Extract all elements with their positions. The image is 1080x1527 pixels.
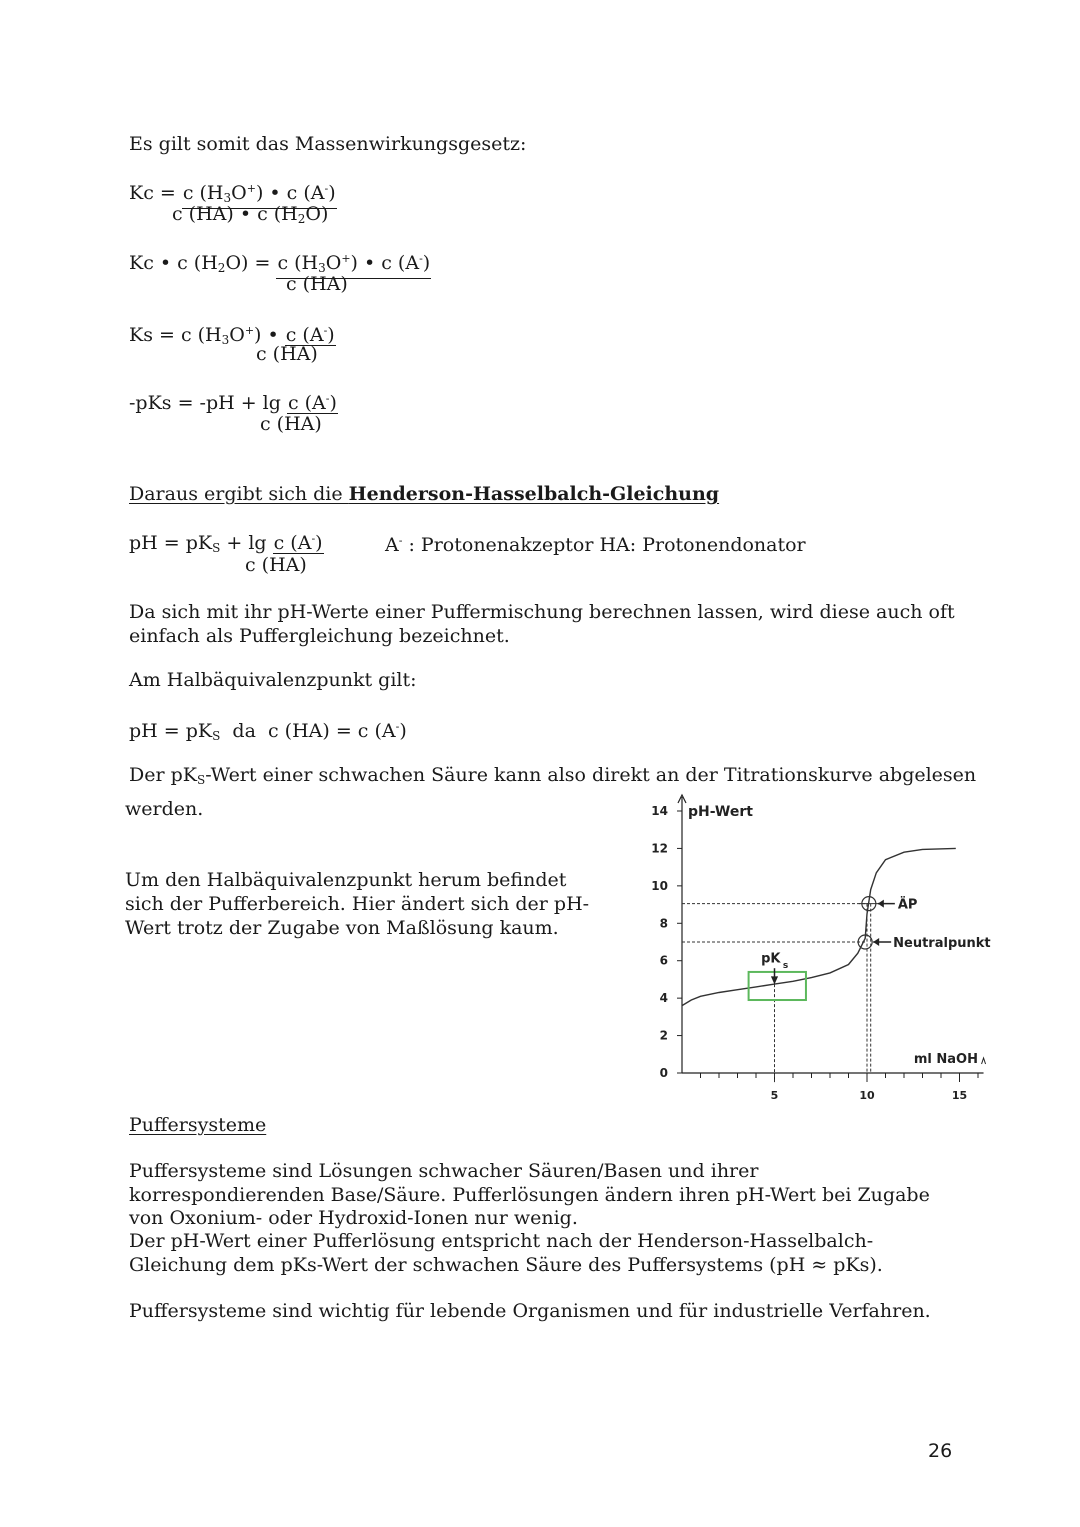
- paragraph-puffer-ph: Der pH-Wert einer Pufferlösung entspricht nach der Henderson-Hasselbalch-Gleichung dem pKs-Wert der schwachen Säure des Puffersystems (pH ≈ pKs).: [129, 1230, 883, 1276]
- x-tick-label: 15: [951, 1089, 968, 1102]
- equation-denominator: c (HA): [256, 343, 318, 365]
- equation-henderson-hasselbalch: pH = $pK_S + \lg c$ (A-): [129, 529, 324, 560]
- equation-ks: Ks = c $(H_3O^+)$ • c (A-): [129, 319, 336, 352]
- paragraph-puffergleichung: Da sich mit ihr pH-Werte einer Puffermischung berechnen lassen, wird diese auch oft einfach als Puffergleichung bezeichnet.: [129, 601, 955, 647]
- pks-label: pK: [761, 951, 781, 967]
- equation-kc-water: Kc • c $(H_2O) = c$ $(H_3O^+)$ • c (A-): [129, 249, 431, 280]
- y-tick-label: 14: [651, 804, 668, 818]
- equation-numerator: c $(H_3O^+)$ • c (A-): [276, 249, 431, 279]
- paragraph-pks-ablesen-end: werden.: [125, 798, 204, 820]
- equation-numerator: c (A-): [285, 321, 336, 346]
- paragraph-pufferbereich: Um den Halbäquivalenzpunkt herum befindet sich der Pufferbereich. Hier ändert sich der pH-Wert trotz der Zugabe von Maßlösung kaum.: [125, 869, 590, 939]
- y-tick-label: 8: [659, 916, 668, 931]
- y-tick-label: 2: [659, 1028, 668, 1043]
- equation-denominator: c (HA): [286, 273, 348, 295]
- buffer-region-box: [749, 972, 806, 1000]
- equation-numerator: c (A-): [287, 389, 338, 414]
- y-tick-label: 0: [659, 1066, 668, 1080]
- x-axis-label: ml NaOH: [913, 1052, 978, 1067]
- x-tick-label: 10: [859, 1089, 875, 1102]
- paragraph-puffersysteme-definition: Puffersysteme sind Lösungen schwacher Säuren/Basen und ihrer korrespondierenden Base/Säure. Pufferlösungen ändern ihren pH-Wert bei Zugabe von Oxonium- oder Hydroxid-Ionen nur wenig.: [129, 1160, 930, 1229]
- pks-label-sub: s: [782, 961, 789, 972]
- equation-denominator: c (HA) • c $(H_2O)$: [172, 203, 329, 226]
- equation-ph-equals-pks: pH = $pK_S$ da c (HA) = c (A-): [129, 720, 407, 743]
- page-number: 26: [928, 1440, 953, 1462]
- x-axis-arrow: [982, 1058, 986, 1064]
- paragraph-halbaequivalenz: Am Halbäquivalenzpunkt gilt:: [129, 669, 417, 691]
- y-tick-label: 4: [659, 991, 668, 1006]
- x-tick-label: 5: [770, 1089, 779, 1102]
- paragraph-puffer-bedeutung: Puffersysteme sind wichtig für lebende Organismen und für industrielle Verfahren.: [129, 1300, 931, 1322]
- puffersysteme-heading: Puffersysteme: [129, 1114, 267, 1136]
- neutral-arrowhead: [873, 938, 879, 946]
- neutral-label: Neutralpunkt: [893, 936, 991, 951]
- y-tick-label: 12: [651, 841, 668, 856]
- intro-text: Es gilt somit das Massenwirkungsgesetz:: [129, 133, 527, 155]
- titration-chart: [640, 790, 1000, 1110]
- legend-protons: A- : Protonenakzeptor HA: Protonendonator: [385, 534, 806, 556]
- equation-denominator: c (HA): [245, 554, 307, 576]
- equation-numerator: c (A-): [273, 529, 324, 554]
- y-tick-label: 10: [651, 878, 668, 893]
- y-tick-label: 6: [659, 953, 668, 968]
- y-axis-label: pH-Wert: [688, 804, 753, 820]
- paragraph-pks-ablesen: Der $pK_S$-Wert einer schwachen Säure kann also direkt an der Titrationskurve abgelesen: [129, 764, 977, 787]
- hh-heading: Daraus ergibt sich die Henderson-Hasselbalch-Gleichung: [129, 483, 720, 505]
- aep-arrowhead: [878, 900, 884, 908]
- equation-mwg: Kc = c $(H_3O^+)$ • c (A-): [129, 179, 337, 209]
- titration-curve: [682, 848, 956, 1005]
- equation-pks: -pKs = -pH + lg c (A-): [129, 389, 338, 415]
- equation-denominator: c (HA): [260, 413, 322, 435]
- equation-numerator: c $(H_3O^+)$ • c (A-): [182, 179, 337, 209]
- aep-label: ÄP: [897, 897, 918, 913]
- pks-arrowhead: [772, 976, 778, 983]
